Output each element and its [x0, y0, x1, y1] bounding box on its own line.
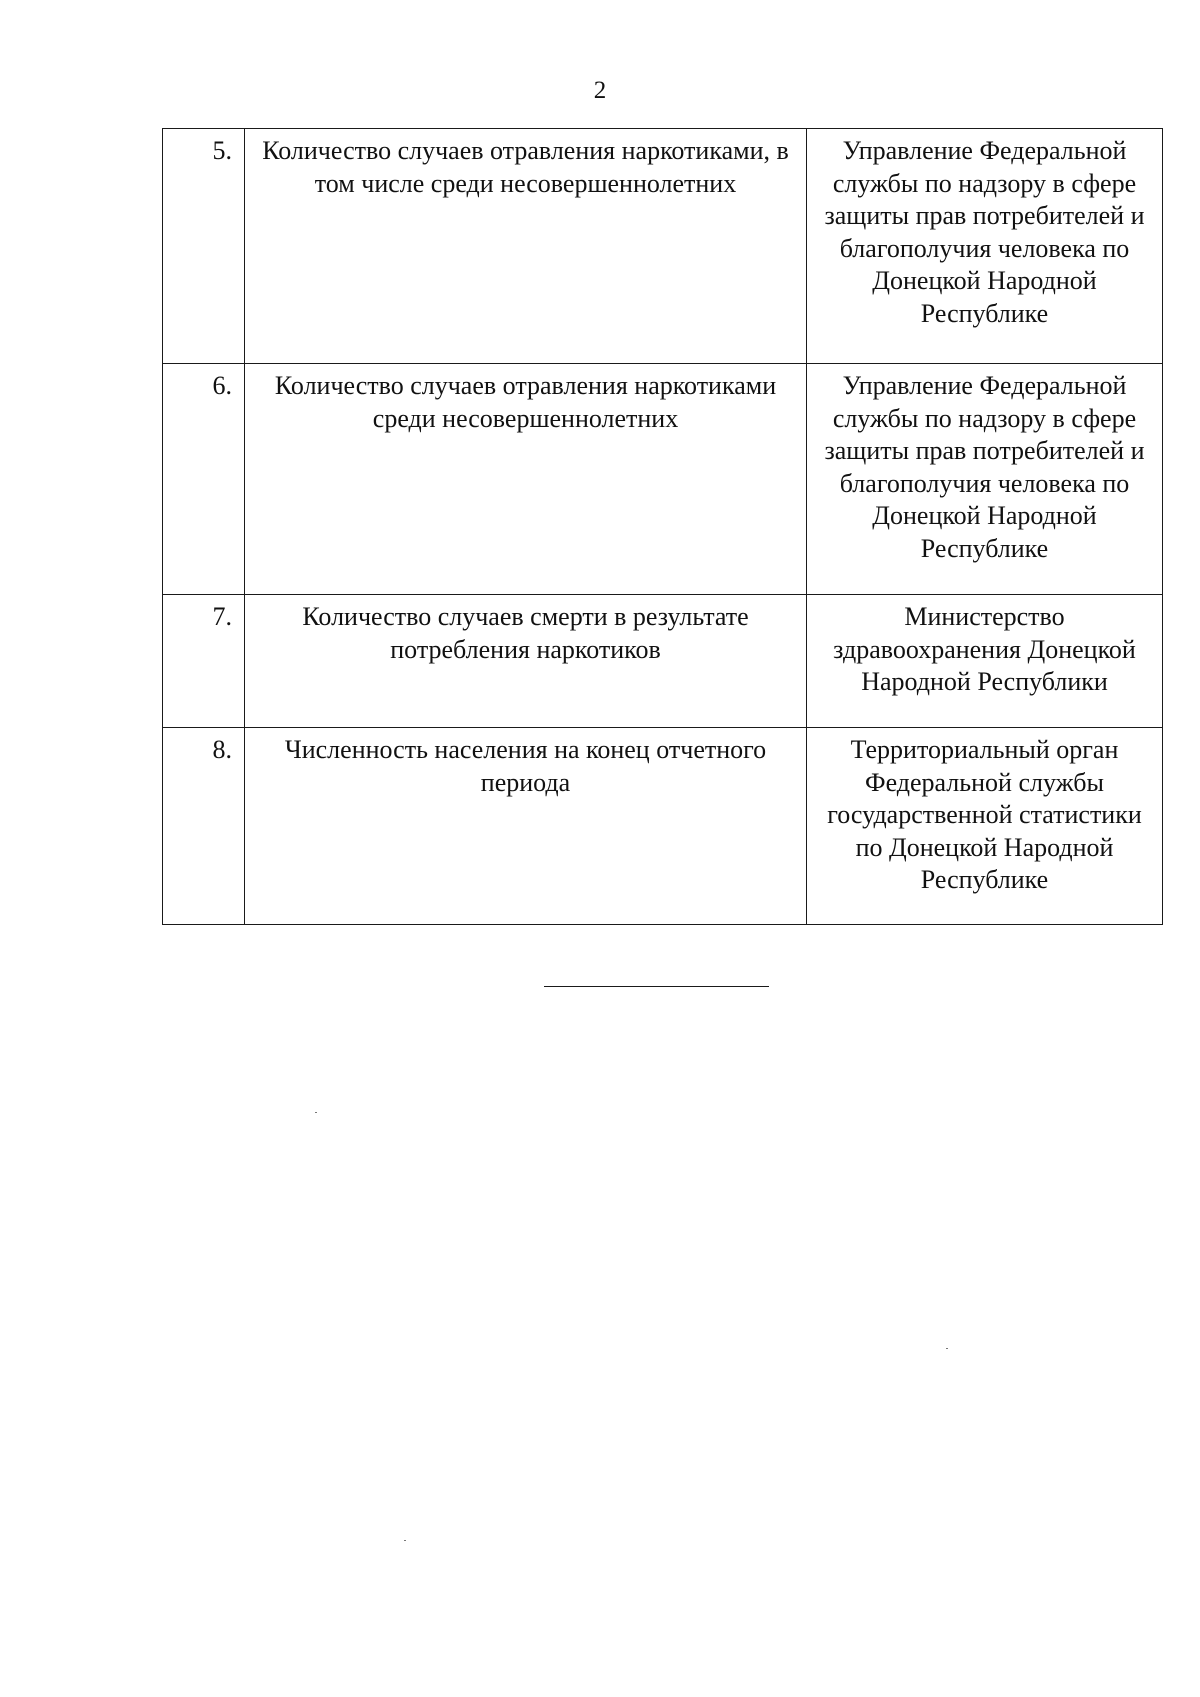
table-row — [163, 595, 1163, 728]
indicator-name: Количество случаев отравления наркотиками, в том числе среди несовершеннолетних — [245, 129, 807, 364]
data-source: Управление Федеральной службы по надзору в сфере защиты прав потребителей и благополучия человека по Донецкой Народной Республике — [807, 129, 1163, 364]
table-row — [163, 129, 1163, 364]
row-number: 8. — [163, 728, 245, 925]
indicator-table — [162, 128, 1163, 925]
data-source: Территориальный орган Федеральной службы государственной статистики по Донецкой Народной Республике — [807, 728, 1163, 925]
indicator-name: Количество случаев смерти в результате потребления наркотиков — [245, 595, 807, 728]
page-number: 2 — [593, 77, 607, 104]
indicator-name: Численность населения на конец отчетного периода — [245, 728, 807, 925]
row-number: 5. — [163, 129, 245, 364]
data-source: Управление Федеральной службы по надзору в сфере защиты прав потребителей и благополучия человека по Донецкой Народной Республике — [807, 364, 1163, 595]
scan-speck — [404, 1540, 406, 1541]
table-row — [163, 728, 1163, 925]
indicator-name: Количество случаев отравления наркотиками среди несовершеннолетних — [245, 364, 807, 595]
scan-speck — [315, 1112, 317, 1113]
data-source: Министерство здравоохранения Донецкой Народной Республики — [807, 595, 1163, 728]
row-number: 6. — [163, 364, 245, 595]
table-row — [163, 364, 1163, 595]
scan-speck — [946, 1348, 948, 1349]
closing-divider-line — [544, 986, 769, 987]
row-number: 7. — [163, 595, 245, 728]
